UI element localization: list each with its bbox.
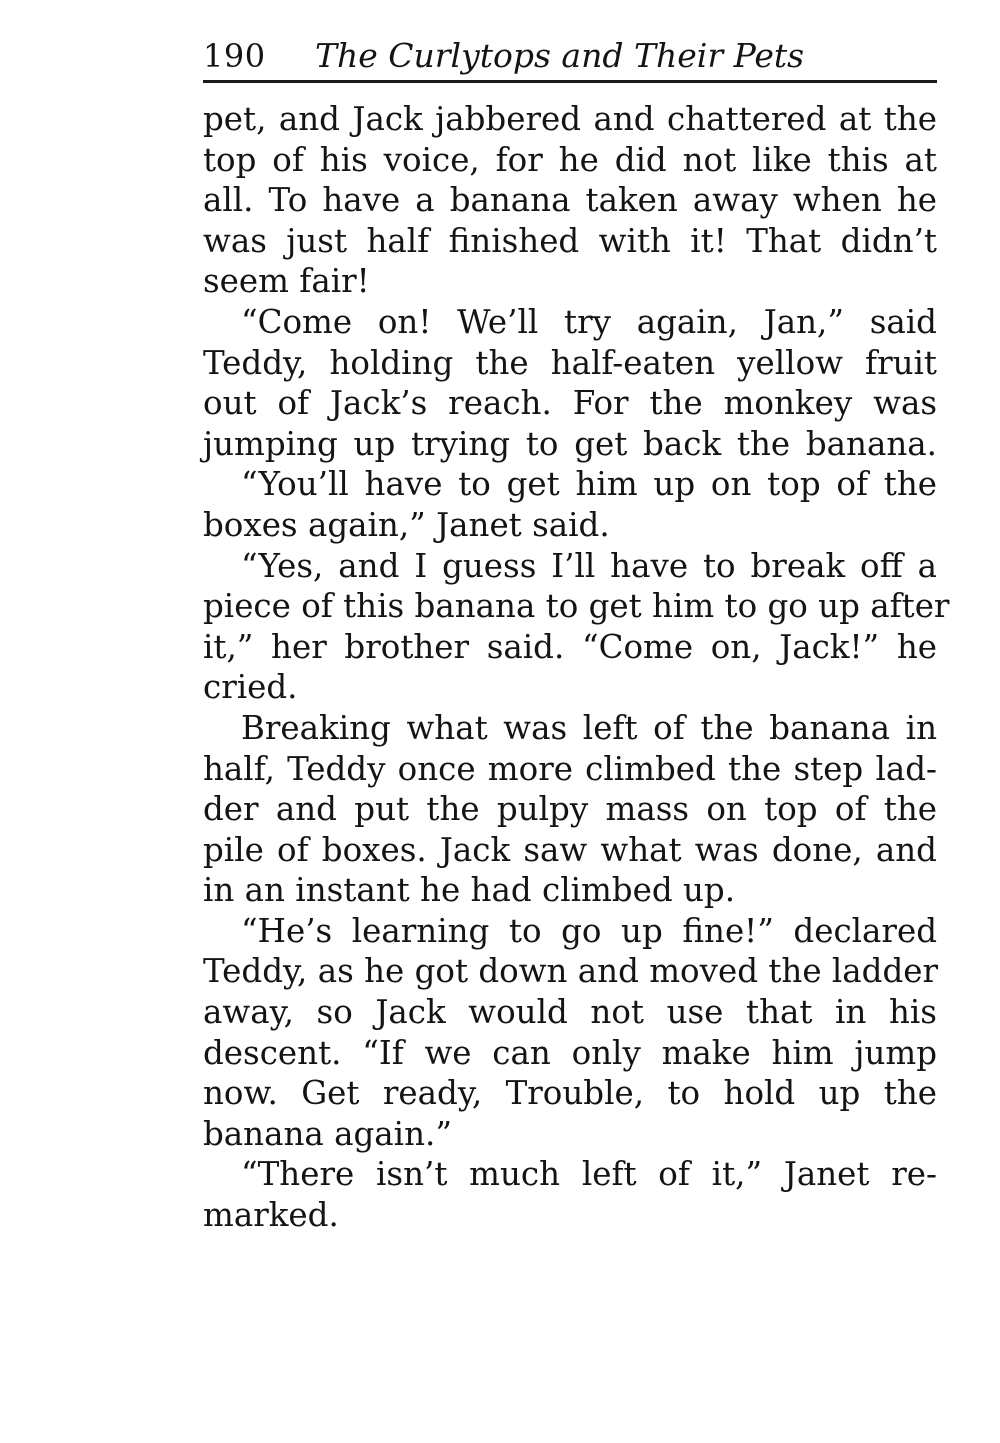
text-line: boxes again,” Janet said. [203, 505, 610, 544]
text-line: top of his voice, for he did not like this at [203, 140, 937, 179]
text-line: “There isn’t much left of it,” Janet re- [241, 1155, 937, 1194]
text-line: cried. [203, 668, 298, 707]
text-line: was just half finished with it! That didn’t [203, 221, 937, 260]
text-line: “You’ll have to get him up on top of the [241, 465, 937, 504]
page-header [203, 28, 937, 78]
text-line: Teddy, holding the half-eaten yellow fruit [203, 343, 937, 382]
text-line: Teddy, as he got down and moved the ladder [203, 952, 939, 991]
text-line: “Yes, and I guess I’ll have to break off a [241, 546, 937, 585]
body-text [203, 99, 950, 1236]
text-line: piece of this banana to get him to go up after [203, 587, 950, 626]
text-line: descent. “If we can only make him jump [203, 1033, 937, 1072]
text-line: all. To have a banana taken away when he [203, 181, 937, 220]
text-line: “He’s learning to go up fine!” declared [241, 911, 937, 950]
text-line: it,” her brother said. “Come on, Jack!” he [203, 627, 937, 666]
text-line: now. Get ready, Trouble, to hold up the [203, 1074, 937, 1113]
text-line: pet, and Jack jabbered and chattered at the [203, 100, 937, 138]
text-line: half, Teddy once more climbed the step lad- [203, 749, 937, 788]
text-line: pile of boxes. Jack saw what was done, and [203, 830, 937, 869]
text-line: Breaking what was left of the banana in [241, 708, 937, 747]
running-title: The Curlytops and Their Pets [315, 36, 805, 75]
text-line: in an instant he had climbed up. [203, 871, 736, 910]
header-rule [203, 80, 937, 83]
text-line: der and put the pulpy mass on top of the [203, 790, 937, 829]
page-number: 190 [203, 37, 266, 75]
text-line: jumping up trying to get back the banana. [203, 424, 937, 463]
text-line: “Come on! We’ll try again, Jan,” said [241, 302, 937, 341]
text-line: banana again.” [203, 1114, 452, 1153]
text-line: away, so Jack would not use that in his [203, 993, 937, 1032]
text-line: out of Jack’s reach. For the monkey was [203, 384, 937, 423]
text-line: seem fair! [203, 262, 370, 301]
text-line: marked. [203, 1196, 339, 1235]
